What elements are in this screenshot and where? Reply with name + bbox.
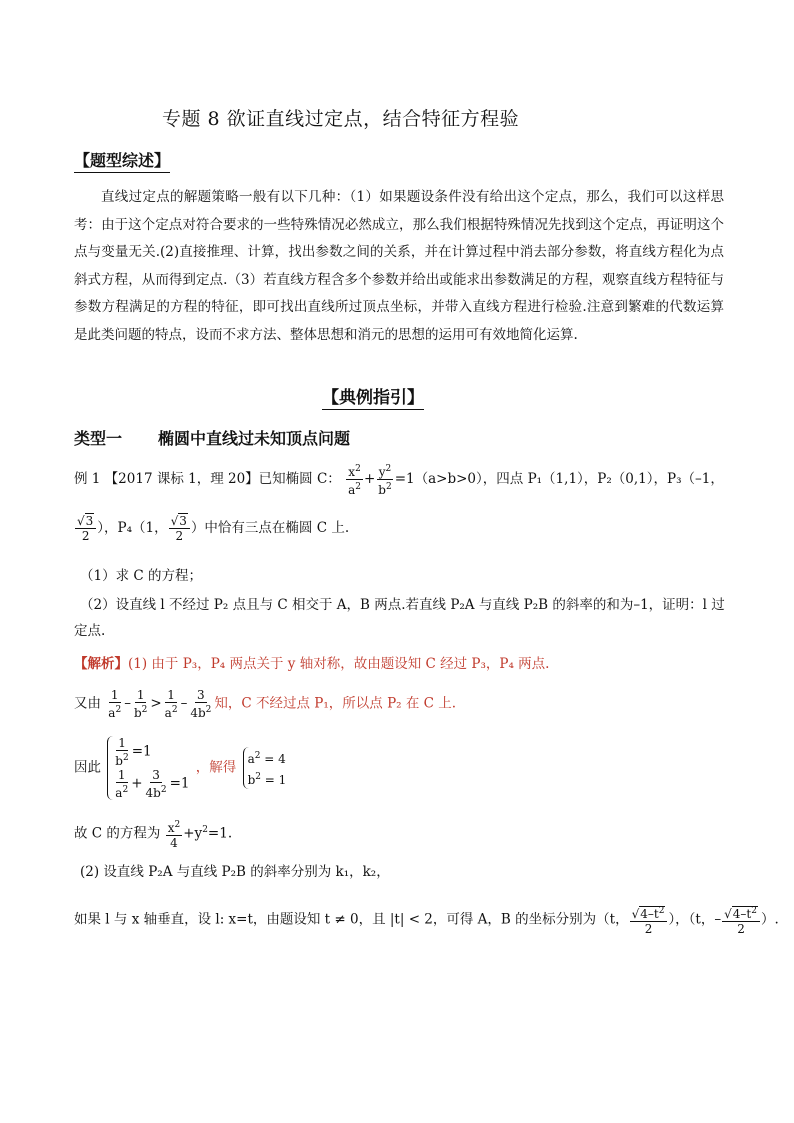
solution-s6-a: 如果 l 与 x 轴垂直，设 l: x=t，由题设知 t ≠ 0，且 |t| < 2，可得 A，B 的坐标分别为（t， [74,911,629,928]
system-equations: $\frac{1}{b^2}$ =1 $\frac{1}{a^2}$ + $\frac{3}{4b^2}$ =1 [107,736,189,800]
question-1: （1）求 C 的方程； [80,568,203,584]
question-2-line-2: 定点. [74,623,106,639]
system-solution: $a^2 = 4$ $b^2 = 1$ [243,747,287,789]
solution-line-1 [74,652,549,672]
frac-sqrt-4-t2-a: $\frac{√4-t^2}{2}$ [630,904,668,936]
solution-line-2: 又由 $\frac{1}{a^2}$ – $\frac{1}{b^2}$ > $\frac{1}{a^2}$ – $\frac{3}{4b^2}$ 知，C 不经过点 P₁，所以点 P₂ 在 C 上. [74,688,457,720]
solution-line-5: (2) 设直线 P₂A 与直线 P₂B 的斜率分别为 k₁，k₂， [80,864,390,880]
example-tail: ）中恰有三点在椭圆 C 上. [190,520,350,536]
solution-line-6 [74,904,779,936]
frac-3-4b2: $\frac{3}{4b^2}$ [190,688,212,720]
type-label: 类型一 [74,429,123,448]
frac-sqrt-4-t2-b: $\frac{√4-t^2}{2}$ [722,904,760,936]
frac-1-b2: $\frac{1}{b^2}$ [133,688,148,720]
solution-s2-a: 又由 [74,695,101,712]
sqrt3-over-2-b: $\frac{√3}{2}$ [169,514,190,543]
solution-line-3 [74,736,288,800]
overview-heading: 【题型综述】 [74,148,170,173]
question-2-line-1: （2）设直线 l 不经过 P₂ 点且与 C 相交于 A，B 两点.若直线 P₂A 与直线 P₂B 的斜率的和为–1，证明：l 过 [80,597,725,613]
type-title: 椭圆中直线过未知顶点问题 [158,429,351,448]
solution-s4-a: 故 C 的方程为 [74,825,161,842]
example-line-2 [74,514,349,543]
solution-line-4: 故 C 的方程为 $\frac{x^2}{4}$ $+y^2=1$. [74,820,233,850]
solution-tag: 【解析】 [74,656,128,672]
example-p4: ），P₄（1， [97,520,168,536]
solution-s3-a: 因此 [74,759,101,776]
overview-paragraph: 直线过定点的解题策略一般有以下几种：（1）如果题设条件没有给出这个定点，那么，我们可以这样思考：由于这个定点对符合要求的一些特殊情况必然成立，那么我们根据特殊情况先找到这个定点，再证明这个点与变量无关.(2)直接推理、计算，找出参数之间的关系，并在计算过程中消去部分参数，将直线方程化为点斜式方程，从而得到定点.（3）若直线方程含多个参数并给出或能求出参数满足的方程，观察直线方程特征与参数方程满足的方程的特征，即可找出直线所过顶点坐标，并带入直线方程进行检验.注意到繁难的代数运算是此类问题的特点，设而不求方法、整体思想和消元的思想的运用可有效地简化运算. [74,189,724,343]
example-condition: =1（a>b>0），四点 P₁（1,1），P₂（0,1），P₃（–1， [394,471,724,487]
ellipse-y-term: $\frac{y^2}{b^2}$ [378,464,392,497]
sqrt3-over-2-a: $\frac{√3}{2}$ [75,514,96,543]
solution-s4-b: =1. [207,825,233,842]
page-title: 专题 8 欲证直线过定点，结合特征方程验 [162,108,520,130]
solution-s6-b: ），（t，– [668,911,722,928]
solution-s6-c: ）. [760,911,779,928]
example-line-1: 例 1 【2017 课标 1，理 20】已知椭圆 C： $\frac{x^2}{a^2}$ + $\frac{y^2}{b^2}$ =1（a>b>0），四点 P₁（1,1），P₂（0,1），P₃（–1， [74,464,724,497]
frac-x2-4: $\frac{x^2}{4}$ [167,820,181,850]
ellipse-x-term: $\frac{x^2}{a^2}$ [348,464,361,497]
solution-s2-b: 知，C 不经过点 P₁，所以点 P₂ 在 C 上. [214,695,457,712]
examples-heading: 【典例指引】 [322,383,424,410]
frac-1-a2-b: $\frac{1}{a^2}$ [164,688,178,720]
solution-s3-b: ，解得 [195,759,237,776]
solution-step-1: (1) 由于 P₃，P₄ 两点关于 y 轴对称，故由题设知 C 经过 P₃，P₄ 两点. [128,656,550,672]
frac-1-a2: $\frac{1}{a^2}$ [108,688,122,720]
example-lead: 例 1 【2017 课标 1，理 20】已知椭圆 C： [74,471,341,487]
